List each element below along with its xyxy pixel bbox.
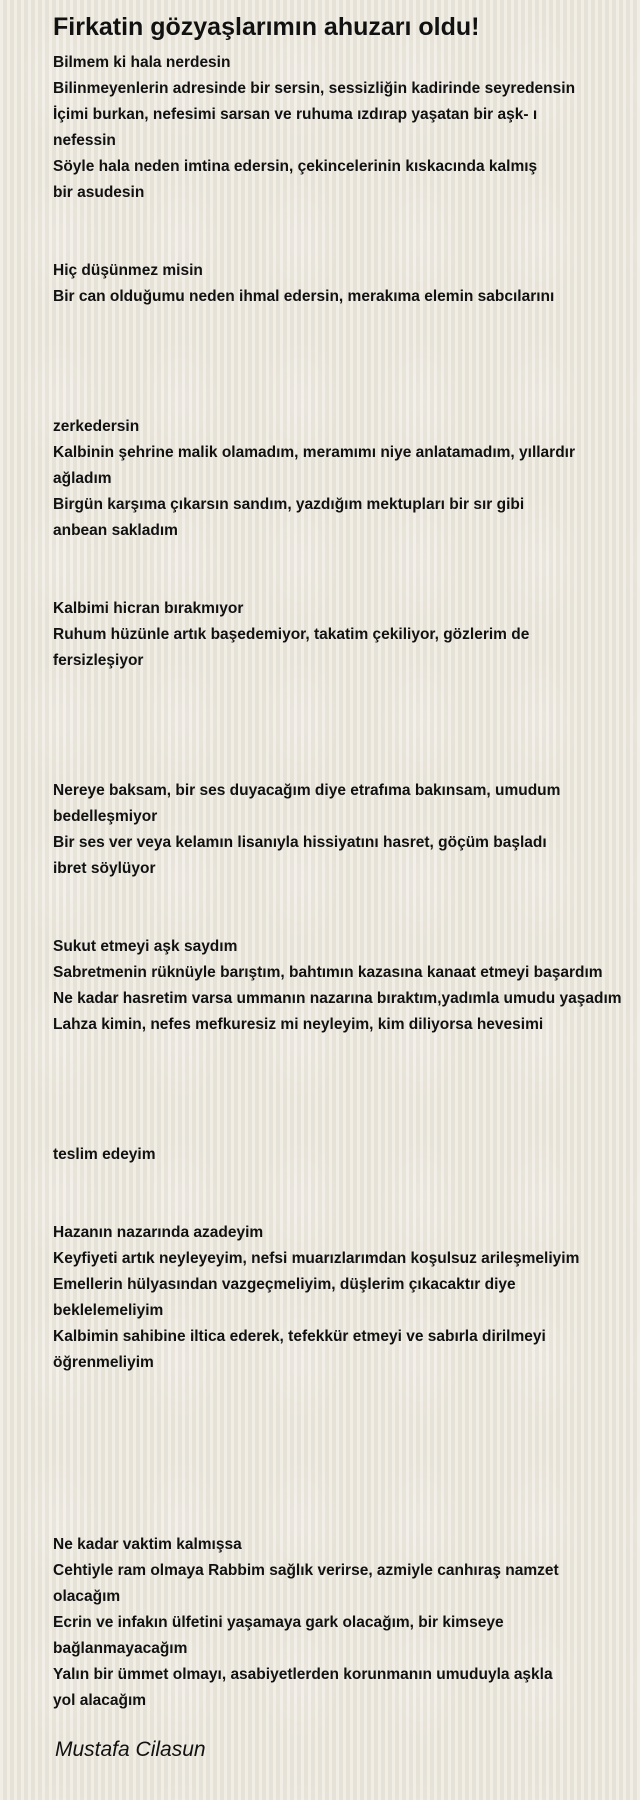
poem-line: Sabretmenin rüknüyle barıştım, bahtımın kazasına kanaat etmeyi başardım <box>53 964 603 981</box>
poem-line: Bir can olduğumu neden ihmal edersin, merakıma elemin sabcılarını <box>53 288 555 305</box>
poem-line: Ruhum hüzünle artık başedemiyor, takatim çekiliyor, gözlerim de <box>53 626 530 643</box>
poem-line: Ne kadar vaktim kalmışsa <box>53 1536 242 1553</box>
poem-line: Ne kadar hasretim varsa ummanın nazarına bıraktım,yadımla umudu yaşadım <box>53 990 622 1007</box>
poem-line: Hiç düşünmez misin <box>53 262 203 279</box>
poem-line: Nereye baksam, bir ses duyacağım diye etrafıma bakınsam, umudum <box>53 782 561 799</box>
stanza-gap <box>53 1376 640 1532</box>
stanza-gap <box>53 544 640 596</box>
poem-line: ibret söylüyor <box>53 860 156 877</box>
poem-line: nefessin <box>53 132 116 149</box>
poem-line: İçimi burkan, nefesimi sarsan ve ruhuma ızdırap yaşatan bir aşk- ı <box>53 106 538 123</box>
poem-line: beklelemeliyim <box>53 1302 164 1319</box>
poem-line: bedelleşmiyor <box>53 808 158 825</box>
poem-line: Bilinmeyenlerin adresinde bir sersin, sessizliğin kadirinde seyredensin <box>53 80 576 97</box>
poem-line: anbean sakladım <box>53 522 178 539</box>
stanza-gap <box>53 310 640 414</box>
poem-line: ağladım <box>53 470 112 487</box>
poem-line: Sukut etmeyi aşk saydım <box>53 938 238 955</box>
poem-line: fersizleşiyor <box>53 652 144 669</box>
poem-line: Cehtiyle ram olmaya Rabbim sağlık verirse, azmiyle canhıraş namzet <box>53 1562 559 1579</box>
poem-line: yol alacağım <box>53 1692 147 1709</box>
poem-container <box>53 10 640 1714</box>
poem-line: öğrenmeliyim <box>53 1354 154 1371</box>
poem-line: bir asudesin <box>53 184 145 201</box>
poem-line: Yalın bir ümmet olmayı, asabiyetlerden korunmanın umuduyla aşkla <box>53 1666 553 1683</box>
stanza <box>53 934 640 1038</box>
poem-title: Firkatin gözyaşlarımın ahuzarı oldu! <box>53 13 480 41</box>
stanza <box>53 258 640 310</box>
stanza <box>53 1142 640 1168</box>
stanza-gap <box>53 882 640 934</box>
stanza <box>53 778 640 882</box>
poem-line: Bir ses ver veya kelamın lisanıyla hissiyatını hasret, göçüm başladı <box>53 834 547 851</box>
poem-line: teslim edeyim <box>53 1146 156 1163</box>
stanza <box>53 1532 640 1714</box>
poem-line: bağlanmayacağım <box>53 1640 188 1657</box>
stanza-gap <box>53 674 640 778</box>
poem-line: Kalbinin şehrine malik olamadım, meramımı niye anlatamadım, yıllardır <box>53 444 576 461</box>
stanza <box>53 1220 640 1376</box>
poem-line: Keyfiyeti artık neyleyeyim, nefsi muarızlarımdan koşulsuz arileşmeliyim <box>53 1250 580 1267</box>
poem-body <box>53 50 640 1714</box>
stanza <box>53 596 640 674</box>
author-name: Mustafa Cilasun <box>55 1738 206 1761</box>
poem-line: olacağım <box>53 1588 121 1605</box>
poem-line: Bilmem ki hala nerdesin <box>53 54 231 71</box>
poem-line: Emellerin hülyasından vazgeçmeliyim, düşlerim çıkacaktır diye <box>53 1276 516 1293</box>
poem-line: Söyle hala neden imtina edersin, çekincelerinin kıskacında kalmış <box>53 158 538 175</box>
poem-line: Lahza kimin, nefes mefkuresiz mi neyleyim, kim diliyorsa hevesimi <box>53 1016 544 1033</box>
poem-line: Hazanın nazarında azadeyim <box>53 1224 264 1241</box>
stanza-gap <box>53 1168 640 1220</box>
poem-line: Ecrin ve infakın ülfetini yaşamaya gark olacağım, bir kimseye <box>53 1614 504 1631</box>
stanza-gap <box>53 206 640 258</box>
poem-line: Kalbimin sahibine iltica ederek, tefekkür etmeyi ve sabırla dirilmeyi <box>53 1328 546 1345</box>
stanza <box>53 414 640 544</box>
poem-line: Kalbimi hicran bırakmıyor <box>53 600 244 617</box>
poem-line: Birgün karşıma çıkarsın sandım, yazdığım mektupları bir sır gibi <box>53 496 525 513</box>
poem-line: zerkedersin <box>53 418 140 435</box>
stanza <box>53 50 640 206</box>
stanza-gap <box>53 1038 640 1142</box>
